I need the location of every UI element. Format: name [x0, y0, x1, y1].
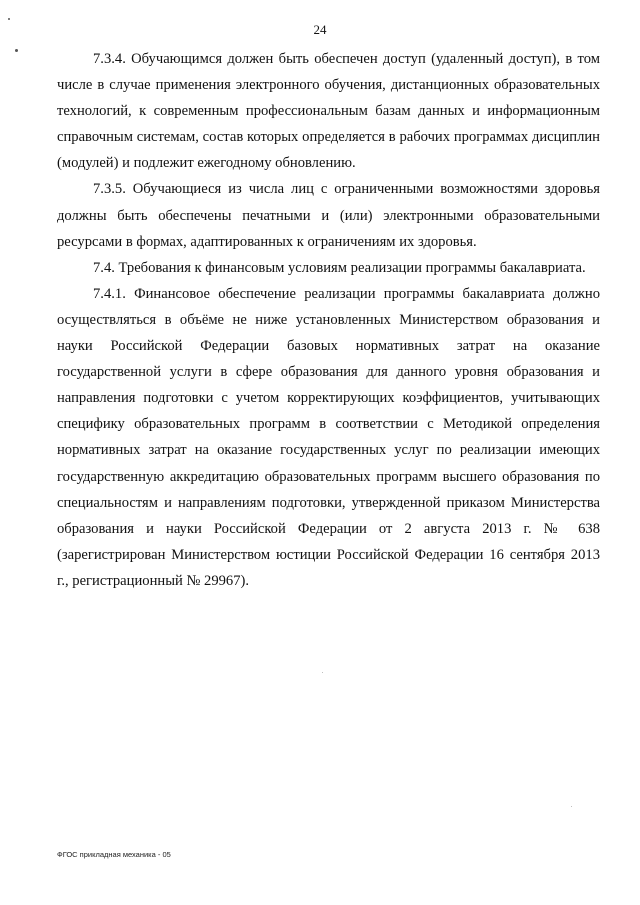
- scan-speck: [8, 18, 10, 20]
- document-body: [57, 46, 600, 594]
- paragraph-7-3-5: 7.3.5. Обучающиеся из числа лиц с ограниченными возможностями здоровья должны быть обеспечены печатными и (или) электронными образовательными ресурсами в формах, адаптированных к ограничениям их здоровья.: [57, 181, 600, 250]
- paragraph-7-4-1: 7.4.1. Финансовое обеспечение реализации программы бакалавриата должно осуществляться в объёме не ниже установленных Министерством образования и науки Российской Федерации базовых нормативных затрат на оказание государственной услуги в сфере образования для данного уровня образования и направления подготовки с учетом корректирующих коэффициентов, учитывающих специфику образовательных программ в соответствии с Методикой определения нормативных затрат на оказание государственных услуг по реализации имеющих государственную аккредитацию образовательных программ высшего образования по специальностям и направлениям подготовки, утвержденной приказом Министерства образования и науки Российской Федерации от 2 августа 2013 г. № 638 (зарегистрирован Министерством юстиции Российской Федерации 16 сентября 2013 г., регистрационный № 29967).: [57, 285, 600, 589]
- footer-label: ФГОС прикладная механика - 05: [57, 850, 171, 859]
- paragraph-7-3-4: 7.3.4. Обучающимся должен быть обеспечен доступ (удаленный доступ), в том числе в случае применения электронного обучения, дистанционных образовательных технологий, к современным профессиональным базам данных и информационным справочным системам, состав которых определяется в рабочих программах дисциплин (модулей) и подлежит ежегодному обновлению.: [57, 51, 600, 172]
- scan-speck: [322, 672, 323, 673]
- page-number: 24: [313, 22, 327, 37]
- paragraph-7-4: 7.4. Требования к финансовым условиям реализации программы бакалавриата.: [93, 259, 586, 276]
- scan-speck: [15, 49, 18, 52]
- scan-speck: [571, 806, 572, 807]
